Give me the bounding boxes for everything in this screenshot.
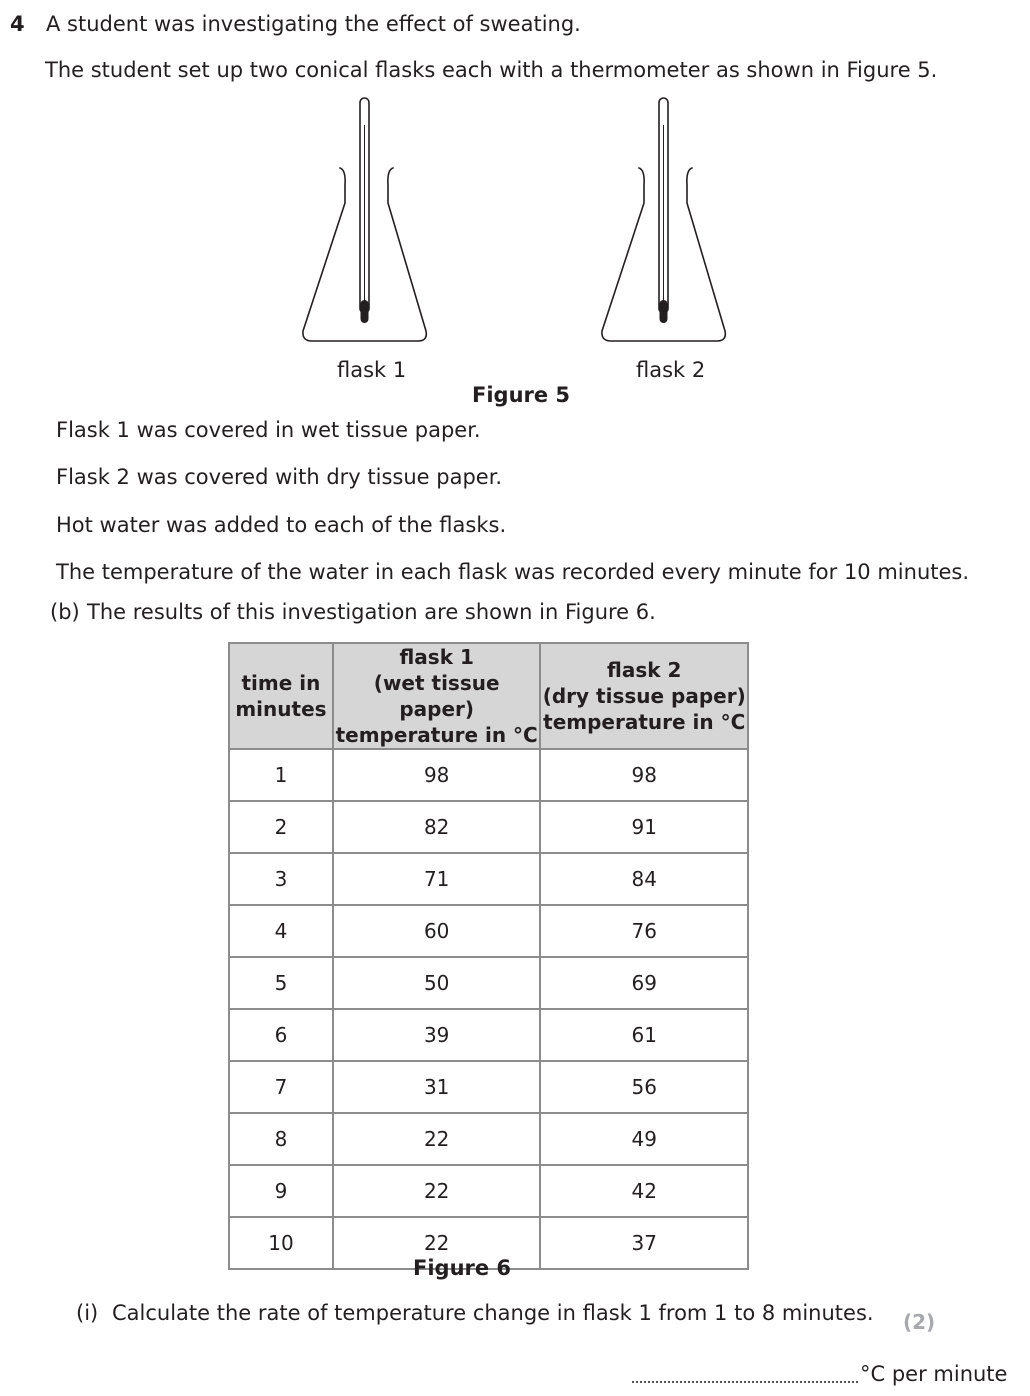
cell-flask-1: 71 — [333, 853, 541, 905]
header-time — [229, 643, 333, 749]
header-flask-1-line: temperature in °C — [335, 723, 538, 747]
figure-6-caption: Figure 6 — [413, 1256, 512, 1280]
question-number: 4 — [10, 12, 25, 36]
method-line-2: Flask 2 was covered with dry tissue paper. — [56, 465, 503, 489]
cell-flask-1: 60 — [333, 905, 541, 957]
table-header-row — [229, 643, 748, 749]
table-row — [229, 1113, 748, 1165]
table-row — [229, 1061, 748, 1113]
cell-flask-2: 84 — [540, 853, 748, 905]
header-flask-2-line: flask 2 — [607, 658, 682, 682]
cell-flask-1: 31 — [333, 1061, 541, 1113]
header-flask-1 — [333, 643, 541, 749]
cell-flask-2: 42 — [540, 1165, 748, 1217]
answer-line[interactable] — [632, 1381, 858, 1383]
cell-time: 9 — [229, 1165, 333, 1217]
marks-indicator: (2) — [903, 1310, 936, 1334]
cell-flask-2: 49 — [540, 1113, 748, 1165]
header-flask-2-line: temperature in °C — [543, 710, 746, 734]
cell-flask-2: 76 — [540, 905, 748, 957]
part-i-label: (i) — [76, 1301, 99, 1325]
part-b-text: The results of this investigation are shown in Figure 6. — [87, 600, 656, 624]
cell-flask-2: 61 — [540, 1009, 748, 1061]
flask-1-label: flask 1 — [337, 358, 407, 382]
method-line-1: Flask 1 was covered in wet tissue paper. — [56, 418, 481, 442]
cell-flask-2: 56 — [540, 1061, 748, 1113]
figure-5-caption: Figure 5 — [472, 383, 571, 407]
table-row — [229, 853, 748, 905]
results-table — [228, 642, 749, 1270]
figure-5-diagram — [290, 95, 740, 350]
method-line-4: The temperature of the water in each flask was recorded every minute for 10 minutes. — [56, 560, 970, 584]
cell-flask-1: 82 — [333, 801, 541, 853]
part-b-label: (b) — [50, 600, 80, 624]
header-flask-2 — [540, 643, 748, 749]
answer-unit: °C per minute — [860, 1362, 1008, 1386]
question-intro-line-1: A student was investigating the effect of sweating. — [46, 12, 581, 36]
cell-flask-2: 98 — [540, 749, 748, 801]
cell-time: 2 — [229, 801, 333, 853]
cell-time: 10 — [229, 1217, 333, 1269]
cell-time: 3 — [229, 853, 333, 905]
cell-time: 4 — [229, 905, 333, 957]
table-row — [229, 801, 748, 853]
cell-flask-1: 22 — [333, 1217, 541, 1269]
cell-flask-2: 91 — [540, 801, 748, 853]
flask-2-label: flask 2 — [636, 358, 706, 382]
table-row — [229, 905, 748, 957]
cell-flask-1: 39 — [333, 1009, 541, 1061]
thermometer-1-icon — [360, 98, 369, 323]
thermometer-2-icon — [659, 98, 668, 323]
table-row — [229, 1009, 748, 1061]
cell-flask-1: 22 — [333, 1113, 541, 1165]
cell-time: 1 — [229, 749, 333, 801]
table-row — [229, 957, 748, 1009]
header-flask-1-line: (wet tissue paper) — [373, 671, 500, 721]
cell-time: 8 — [229, 1113, 333, 1165]
cell-time: 5 — [229, 957, 333, 1009]
cell-flask-1: 98 — [333, 749, 541, 801]
header-flask-1-line: flask 1 — [399, 645, 474, 669]
method-line-3: Hot water was added to each of the flasks. — [56, 513, 507, 537]
cell-time: 7 — [229, 1061, 333, 1113]
cell-flask-2: 37 — [540, 1217, 748, 1269]
cell-flask-1: 50 — [333, 957, 541, 1009]
header-flask-2-line: (dry tissue paper) — [542, 684, 746, 708]
cell-flask-1: 22 — [333, 1165, 541, 1217]
question-intro-line-2: The student set up two conical flasks each with a thermometer as shown in Figure 5. — [45, 58, 938, 82]
cell-flask-2: 69 — [540, 957, 748, 1009]
part-i-text: Calculate the rate of temperature change in flask 1 from 1 to 8 minutes. — [112, 1301, 874, 1325]
header-time-line: minutes — [235, 697, 327, 721]
table-row — [229, 749, 748, 801]
table-row — [229, 1165, 748, 1217]
header-time-line: time in — [241, 671, 321, 695]
cell-time: 6 — [229, 1009, 333, 1061]
